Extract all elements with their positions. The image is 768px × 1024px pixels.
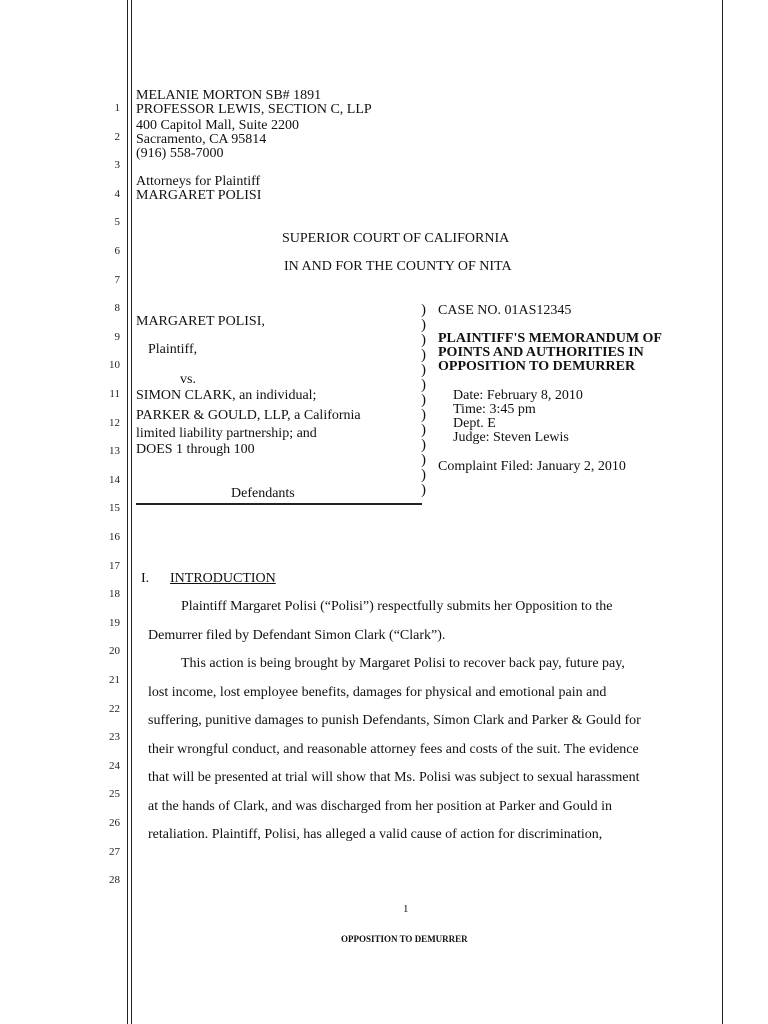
- line-number: 22: [109, 702, 120, 715]
- line-number: 27: [109, 845, 120, 858]
- hearing-judge: Judge: Steven Lewis: [453, 430, 569, 445]
- line-number: 17: [109, 559, 120, 572]
- left-margin-line-outer: [127, 0, 128, 1024]
- line-number: 6: [114, 245, 120, 257]
- line-number: 5: [114, 216, 120, 229]
- caption-defendant-line1: SIMON CLARK, an individual;: [136, 388, 317, 403]
- attorney-address-line2: Sacramento, CA 95814: [136, 132, 267, 147]
- attorney-client: MARGARET POLISI: [136, 188, 262, 203]
- caption-vs: vs.: [180, 372, 196, 387]
- line-number: 10: [109, 359, 120, 372]
- body-line: This action is being brought by Margaret Polisi to recover back pay, future pay,: [181, 656, 625, 671]
- body-line: Demurrer filed by Defendant Simon Clark (“Clark”).: [148, 628, 446, 643]
- attorney-role: Attorneys for Plaintiff: [136, 174, 261, 189]
- body-line: retaliation. Plaintiff, Polisi, has alleged a valid cause of action for discrimination,: [148, 827, 603, 842]
- attorney-address-line1: 400 Capitol Mall, Suite 2200: [136, 118, 299, 133]
- caption-plaintiff-label: Plaintiff,: [148, 342, 198, 357]
- line-number: 19: [109, 616, 120, 629]
- caption-paren: ): [421, 332, 426, 348]
- attorney-phone: (916) 558-7000: [136, 146, 224, 161]
- caption-defendants-label: Defendants: [231, 486, 295, 501]
- court-county: IN AND FOR THE COUNTY OF NITA: [284, 259, 512, 274]
- line-number: 28: [109, 874, 120, 887]
- line-number: 15: [109, 502, 120, 515]
- caption-paren: ): [421, 347, 426, 363]
- caption-paren: ): [421, 422, 426, 438]
- caption-rule: [136, 503, 422, 505]
- caption-paren: ): [421, 407, 426, 423]
- body-line: lost income, lost employee benefits, damages for physical and emotional pain and: [148, 685, 607, 700]
- document-title-line3: OPPOSITION TO DEMURRER: [438, 359, 636, 374]
- caption-paren: ): [421, 362, 426, 378]
- caption-paren: ): [421, 392, 426, 408]
- left-margin-line-inner: [131, 0, 132, 1024]
- hearing-date: Date: February 8, 2010: [453, 388, 583, 403]
- line-number: 2: [114, 130, 120, 143]
- line-number: 12: [109, 416, 120, 429]
- caption-paren: ): [421, 482, 426, 498]
- caption-paren: ): [421, 467, 426, 483]
- case-number: CASE NO. 01AS12345: [438, 303, 572, 318]
- caption-plaintiff: MARGARET POLISI,: [136, 314, 265, 329]
- attorney-firm: PROFESSOR LEWIS, SECTION C, LLP: [136, 102, 372, 117]
- line-number: 3: [114, 159, 120, 172]
- line-number: 7: [114, 273, 120, 286]
- caption-paren: ): [421, 302, 426, 318]
- complaint-filed: Complaint Filed: January 2, 2010: [438, 459, 626, 474]
- attorney-name: MELANIE MORTON SB# 1891: [136, 88, 322, 103]
- body-line: suffering, punitive damages to punish Defendants, Simon Clark and Parker & Gould for: [148, 713, 641, 728]
- caption-paren: ): [421, 377, 426, 393]
- line-number: 23: [109, 731, 120, 744]
- caption-defendant-line3: limited liability partnership; and: [136, 426, 317, 441]
- section-heading: INTRODUCTION: [170, 571, 276, 586]
- line-number: 25: [109, 788, 120, 801]
- caption-paren: ): [421, 317, 426, 333]
- body-line: that will be presented at trial will show that Ms. Polisi was subject to sexual harassment: [148, 770, 640, 785]
- document-title-line1: PLAINTIFF'S MEMORANDUM OF: [438, 331, 662, 346]
- line-number: 4: [114, 187, 120, 200]
- line-number: 9: [114, 330, 120, 343]
- body-line: Plaintiff Margaret Polisi (“Polisi”) respectfully submits her Opposition to the: [181, 599, 613, 614]
- line-number: 11: [109, 388, 120, 400]
- line-number: 1: [114, 102, 120, 114]
- line-number: 14: [109, 473, 120, 486]
- section-number: I.: [141, 571, 150, 586]
- line-number: 20: [109, 645, 120, 658]
- line-number: 13: [109, 445, 120, 458]
- document-title-line2: POINTS AND AUTHORITIES IN: [438, 345, 644, 360]
- line-number: 16: [109, 531, 120, 543]
- footer-title: OPPOSITION TO DEMURRER: [341, 934, 468, 944]
- body-line: at the hands of Clark, and was discharged from her position at Parker and Gould in: [148, 799, 612, 814]
- line-number: 26: [109, 817, 120, 829]
- caption-paren: ): [421, 437, 426, 453]
- caption-paren: ): [421, 452, 426, 468]
- body-line: their wrongful conduct, and reasonable attorney fees and costs of the suit. The evidence: [148, 742, 639, 757]
- court-name: SUPERIOR COURT OF CALIFORNIA: [282, 231, 510, 246]
- hearing-dept: Dept. E: [453, 416, 496, 431]
- line-number: 21: [109, 674, 120, 686]
- right-margin-line: [722, 0, 723, 1024]
- caption-defendant-line2: PARKER & GOULD, LLP, a California: [136, 408, 361, 423]
- line-number: 24: [109, 759, 120, 772]
- line-number: 18: [109, 588, 120, 601]
- page-number: 1: [403, 903, 409, 915]
- hearing-time: Time: 3:45 pm: [453, 402, 536, 417]
- line-number: 8: [114, 302, 120, 315]
- caption-defendant-line4: DOES 1 through 100: [136, 442, 255, 457]
